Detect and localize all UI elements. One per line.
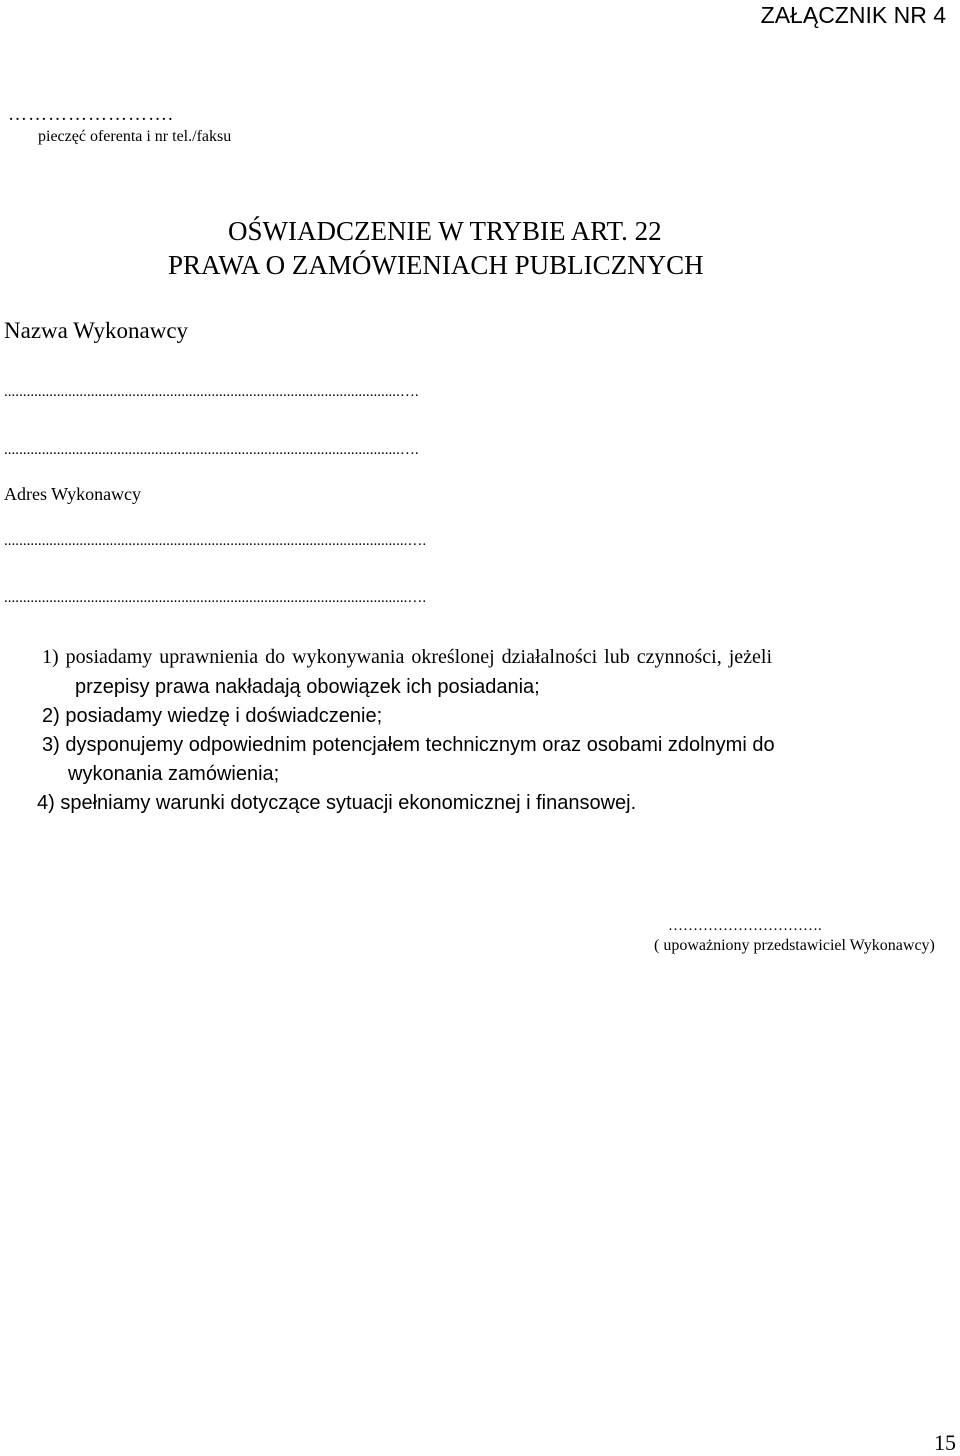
stamp-label: pieczęć oferenta i nr tel./faksu [38,128,232,145]
contractor-name-label: Nazwa Wykonawcy [4,318,189,343]
contractor-address-line-1: ...........................................................................................................…. [4,533,427,549]
statement-1-line-1: 1) posiadamy uprawnienia do wykonywania określonej działalności lub czynności, jeżeli [42,646,773,668]
document-title-line1: OŚWIADCZENIE W TRYBIE ART. 22 [228,216,662,246]
page-number: 15 [934,1430,956,1455]
statement-2: 2) posiadamy wiedzę i doświadczenie; [42,705,383,727]
contractor-name-line-1: .........................................................................................................…. [4,384,419,400]
attachment-number: ZAŁĄCZNIK NR 4 [760,2,946,28]
contractor-address-label: Adres Wykonawcy [4,484,142,504]
contractor-name-line-2: .........................................................................................................…. [4,442,419,458]
signature-label: ( upoważniony przedstawiciel Wykonawcy) [654,937,935,954]
statement-1-line-2: przepisy prawa nakładają obowiązek ich posiadania; [75,676,540,698]
contractor-address-line-2: ...........................................................................................................…. [4,590,427,606]
stamp-dotted-line: ……………………. [8,104,174,125]
signature-dotted-line: …………………………. [668,918,822,934]
document-title-line2: PRAWA O ZAMÓWIENIACH PUBLICZNYCH [168,250,704,280]
statement-4: 4) spełniamy warunki dotyczące sytuacji ekonomicznej i finansowej. [37,792,637,814]
statement-3-line-2: wykonania zamówienia; [68,763,280,785]
statement-3-line-1: 3) dysponujemy odpowiednim potencjałem technicznym oraz osobami zdolnymi do [42,734,775,756]
